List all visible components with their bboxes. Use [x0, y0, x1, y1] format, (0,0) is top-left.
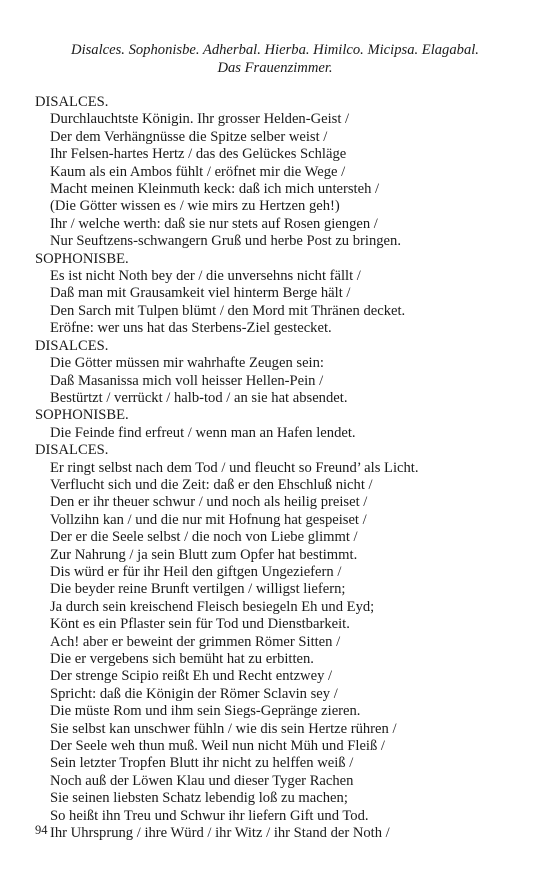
verse-line: Bestürtzt / verrückt / halb-tod / an sie hat absendet. [50, 389, 348, 406]
verse-line: Dis würd er für ihr Heil den giftgen Ungeziefern / [50, 563, 342, 580]
verse-line: Der strenge Scipio reißt Eh und Recht entzwey / [50, 668, 333, 685]
verse-line: Könt es ein Pflaster sein für Tod und Dienstbarkeit. [50, 616, 350, 633]
cast-line: Das Frauenzimmer. [217, 60, 333, 76]
speaker-name: DISALCES. [35, 94, 109, 110]
speaker-name: DISALCES. [35, 442, 109, 459]
verse-line: Den er ihr theuer schwur / und noch als heilig preiset / [50, 494, 368, 511]
verse-line: Vollzihn kan / und die nur mit Hofnung hat gespeiset / [50, 511, 367, 528]
verse-line: Der er die Seele selbst / die noch von Liebe glimmt / [50, 529, 358, 546]
verse-line: Zur Nahrung / ja sein Blutt zum Opfer hat bestimmt. [50, 546, 358, 563]
verse-line: Ihr / welche werth: daß sie nur stets auf Rosen giengen / [50, 215, 378, 232]
verse-line: (Die Götter wissen es / wie mirs zu Hertzen geh!) [50, 198, 340, 215]
cast-list [20, 41, 530, 77]
verse-line: Eröfne: wer uns hat das Sterbens-Ziel gestecket. [50, 320, 332, 337]
speaker-name: SOPHONISBE. [35, 250, 129, 267]
cast-line: Disalces. Sophonisbe. Adherbal. Hierba. Himilco. Micipsa. Elagabal. [71, 42, 479, 58]
verse-line: Die Feinde find erfreut / wenn man an Hafen lendet. [50, 424, 356, 441]
verse-line: Er ringt selbst nach dem Tod / und fleucht so Freund’ als Licht. [50, 459, 419, 476]
verse-line: Macht meinen Kleinmuth keck: daß ich mich untersteh / [50, 181, 380, 198]
verse-line: Verflucht sich und die Zeit: daß er den Ehschluß nicht / [50, 476, 373, 493]
verse-line: Es ist nicht Noth bey der / die unversehns nicht fällt / [50, 268, 361, 285]
verse-line: Spricht: daß die Königin der Römer Sclavin sey / [50, 685, 338, 702]
verse-line: Durchlauchtste Königin. Ihr grosser Helden-Geist / [50, 111, 350, 128]
verse-line: Ihr Felsen-hartes Hertz / das des Gelückes Schläge [50, 146, 347, 163]
verse-line: Der Seele weh thun muß. Weil nun nicht Müh und Fleiß / [50, 738, 385, 755]
verse-line: Sie selbst kan unschwer fühln / wie dis sein Hertze rühren / [50, 720, 397, 737]
speaker-name: SOPHONISBE. [35, 407, 129, 424]
speech-block [35, 338, 535, 408]
verse-line: Die beyder reine Brunft vertilgen / willigst liefern; [50, 581, 346, 598]
verse-line: Ach! aber er beweint der grimmen Römer Sitten / [50, 633, 341, 650]
verse-line: Ja durch sein kreischend Fleisch besiegeln Eh und Eyd; [50, 598, 375, 615]
verse-line: Die er vergebens sich bemüht hat zu erbitten. [50, 651, 314, 667]
page-number: 94 [35, 823, 48, 837]
verse-line: Daß Masanissa mich voll heisser Hellen-Pein / [50, 372, 324, 389]
verse-line: Nur Seuftzens-schwangern Gruß und herbe Post zu bringen. [50, 233, 401, 250]
speech-block [35, 94, 535, 251]
play-text [35, 94, 535, 842]
verse-line: Den Sarch mit Tulpen blümt / den Mord mit Thränen decket. [50, 302, 406, 319]
verse-line: Sie seinen liebsten Schatz lebendig loß zu machen; [50, 790, 348, 807]
verse-line: Daß man mit Grausamkeit viel hinterm Berge hält / [50, 285, 351, 302]
verse-line: Ihr Uhrsprung / ihre Würd / ihr Witz / ihr Stand der Noth / [50, 825, 390, 842]
verse-line: Sein letzter Tropfen Blutt ihr nicht zu helffen weiß / [50, 755, 354, 772]
speech-block [35, 251, 535, 338]
speech-block [35, 407, 535, 442]
verse-line: Der dem Verhängnüsse die Spitze selber weist / [50, 128, 328, 145]
verse-line: Noch auß der Löwen Klau und dieser Tyger Rachen [50, 772, 354, 789]
speaker-name: DISALCES. [35, 337, 109, 354]
verse-line: So heißt ihn Treu und Schwur ihr liefern Gift und Tod. [50, 807, 369, 824]
verse-line: Kaum als ein Ambos fühlt / eröfnet mir die Wege / [50, 163, 346, 180]
verse-line: Die müste Rom und ihm sein Siegs-Gepränge zieren. [50, 703, 361, 720]
verse-line: Die Götter müssen mir wahrhafte Zeugen sein: [50, 355, 324, 372]
speech-block [35, 442, 535, 842]
